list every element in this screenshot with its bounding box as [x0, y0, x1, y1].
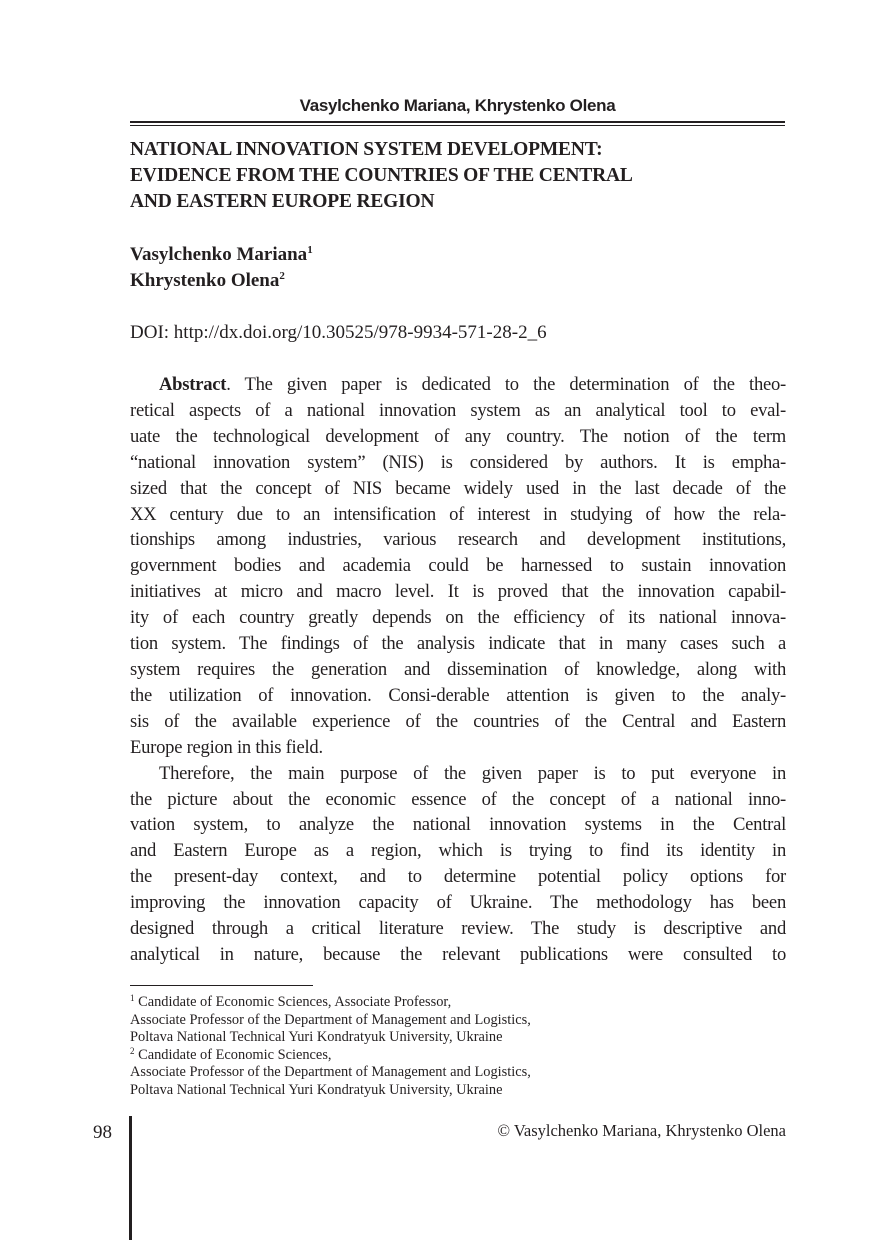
abstract-paragraph: [130, 372, 786, 761]
header-rule-thin: [130, 125, 785, 126]
title-line: NATIONAL INNOVATION SYSTEM DEVELOPMENT:: [130, 139, 603, 160]
text-line: the utilization of innovation. Consi-derable attention is given to the analy-: [130, 684, 786, 706]
text-line: sis of the available experience of the countries of the Central and Eastern: [130, 710, 786, 732]
text-line: initiatives at micro and macro level. It is proved that the innovation capabil-: [130, 581, 786, 603]
author-name: Vasylchenko Mariana: [130, 244, 308, 265]
footnote-line: $^1$ Candidate of Economic Sciences, Associate Professor,: [130, 993, 452, 1010]
title-line: AND EASTERN EUROPE REGION: [130, 191, 435, 212]
footnote-line: Associate Professor of the Department of Management and Logistics,: [130, 1064, 531, 1081]
text-line: Abstract. The given paper is dedicated to the determination of the theo-: [159, 374, 786, 395]
text-line: the present-day context, and to determine potential policy options for: [130, 866, 786, 888]
author-name: Khrystenko Olena: [130, 270, 280, 291]
text-line: retical aspects of a national innovation system as an analytical tool to eval-: [130, 399, 786, 421]
running-head: Vasylchenko Mariana, Khrystenko Olena: [299, 96, 616, 115]
footnote-mark: 1: [130, 993, 135, 1003]
text-line: Europe region in this field.: [130, 736, 323, 758]
text-line: tionships among industries, various research and development institutions,: [130, 529, 786, 551]
footnote-mark: 2: [279, 270, 285, 282]
abstract-label: Abstract: [159, 374, 227, 395]
text-line: government bodies and academia could be harnessed to sustain innovation: [130, 555, 786, 577]
title-line: EVIDENCE FROM THE COUNTRIES OF THE CENTRAL: [130, 165, 633, 186]
footnote-mark: 2: [130, 1045, 135, 1056]
text-line: tion system. The findings of the analysis indicate that in many cases such a: [130, 633, 786, 655]
footnote-line: Associate Professor of the Department of Management and Logistics,: [130, 1011, 531, 1028]
purpose-paragraph: [130, 761, 786, 968]
text-line: system requires the generation and dissemination of knowledge, along with: [130, 658, 786, 680]
footnote-separator: [130, 985, 313, 986]
footnotes: [130, 994, 531, 1100]
text-line: “national innovation system” (NIS) is considered by authors. It is empha-: [130, 451, 786, 473]
author: [130, 242, 313, 268]
text-line: improving the innovation capacity of Ukraine. The methodology has been: [130, 892, 786, 914]
body-text: [130, 372, 786, 968]
text-line: and Eastern Europe as a region, which is trying to find its identity in: [130, 840, 786, 862]
text-line: Therefore, the main purpose of the given paper is to put everyone in: [159, 762, 786, 784]
text-line: the picture about the economic essence of the concept of a national inno-: [130, 788, 786, 810]
author: [130, 268, 313, 294]
text-line: designed through a critical literature review. The study is descriptive and: [130, 918, 786, 940]
doi-link[interactable]: DOI: http://dx.doi.org/10.30525/978-9934-571-28-2_6: [130, 322, 547, 343]
footnote-line: $^2$ Candidate of Economic Sciences,: [130, 1045, 332, 1063]
page-number: 98: [93, 1122, 112, 1143]
header-rule-thick: [130, 121, 785, 123]
footnote-line: Poltava National Technical Yuri Kondratyuk University, Ukraine: [130, 1081, 503, 1098]
footnote-line: Poltava National Technical Yuri Kondratyuk University, Ukraine: [130, 1029, 503, 1046]
author-list: [130, 242, 313, 294]
text-line: analytical in nature, because the relevant publications were consulted to: [130, 943, 786, 965]
copyright-notice: © Vasylchenko Mariana, Khrystenko Olena: [497, 1121, 786, 1140]
text-line: sized that the concept of NIS became widely used in the last decade of the: [130, 477, 786, 499]
text-line: ity of each country greatly depends on the efficiency of its national innova-: [130, 607, 786, 629]
paper-title: [130, 137, 785, 215]
footnote-mark: 1: [307, 244, 313, 256]
footer-vertical-rule: [129, 1116, 132, 1240]
text-line: uate the technological development of any country. The notion of the term: [130, 425, 786, 447]
text-line: XX century due to an intensification of interest in studying of how the rela-: [130, 503, 786, 525]
text-line: vation system, to analyze the national innovation systems in the Central: [130, 814, 786, 836]
